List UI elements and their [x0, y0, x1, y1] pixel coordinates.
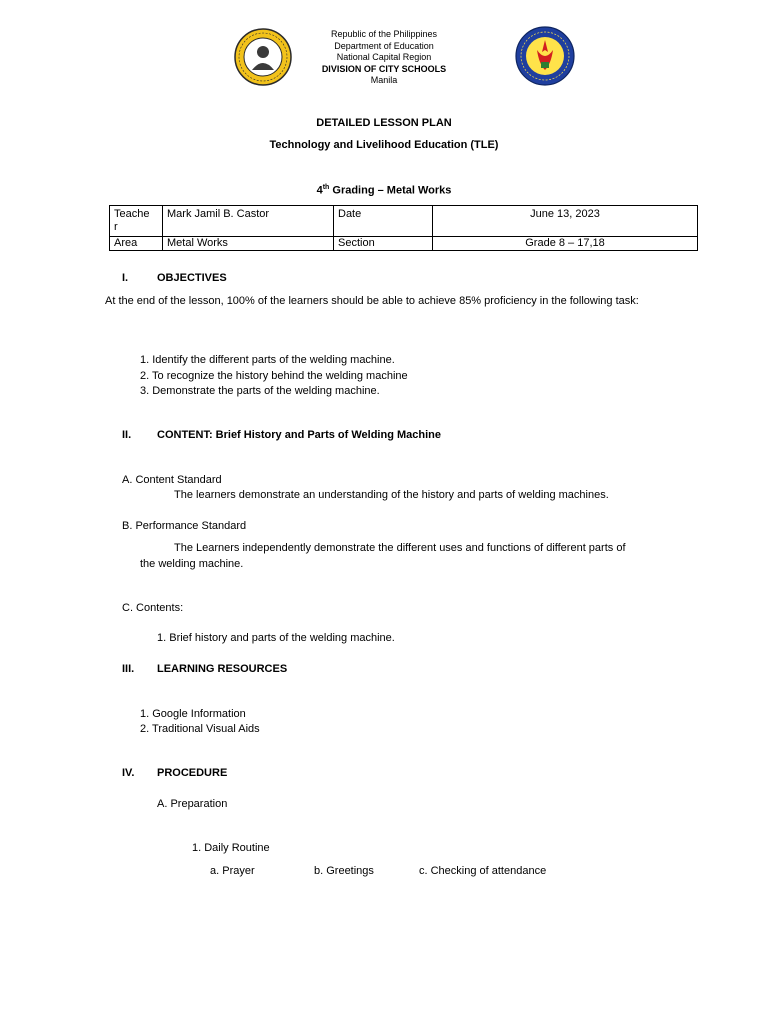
objectives-number: I. [122, 272, 129, 284]
letterhead-republic: Republic of the Philippines [330, 29, 438, 39]
letterhead-division: DIVISION OF CITY SCHOOLS [321, 63, 447, 74]
list-item: 1. Identify the different parts of the welding machine. [140, 354, 395, 366]
area-label: Area [110, 237, 163, 251]
contents-label: C. Contents: [122, 602, 184, 614]
list-item: 1. Google Information [140, 708, 246, 720]
performance-standard-text-1: The Learners independently demonstrate the different uses and functions of different parts of [174, 542, 626, 554]
lesson-info-table [109, 205, 698, 251]
routine-prayer: a. Prayer [210, 865, 255, 877]
daily-routine-label: 1. Daily Routine [192, 842, 270, 854]
date-value: June 13, 2023 [433, 206, 698, 237]
letterhead-city: Manila [370, 75, 398, 85]
table-row [110, 206, 698, 237]
performance-standard-label: B. Performance Standard [122, 520, 247, 532]
content-heading: CONTENT: Brief History and Parts of Welding Machine [157, 429, 441, 441]
letterhead [234, 29, 534, 87]
resources-heading: LEARNING RESOURCES [157, 663, 288, 675]
grading-number: 4 [316, 184, 323, 197]
performance-standard-text-2: the welding machine. [140, 558, 244, 570]
date-label: Date [334, 206, 433, 237]
procedure-number: IV. [122, 767, 135, 779]
grading-title [0, 184, 768, 197]
resources-number: III. [122, 663, 135, 675]
area-value: Metal Works [163, 237, 334, 251]
section-label: Section [334, 237, 433, 251]
teacher-value: Mark Jamil B. Castor [163, 206, 334, 237]
grading-suffix: th [322, 184, 330, 191]
content-number: II. [122, 429, 132, 441]
content-standard-label: A. Content Standard [122, 474, 222, 486]
objectives-heading: OBJECTIVES [157, 272, 227, 284]
routine-greetings: b. Greetings [314, 865, 374, 877]
letterhead-region: National Capital Region [336, 52, 432, 62]
procedure-heading: PROCEDURE [157, 767, 228, 779]
document-title: DETAILED LESSON PLAN [316, 117, 452, 129]
grading-text: Grading – Metal Works [329, 184, 452, 197]
list-item: 1. Brief history and parts of the welding machine. [157, 632, 395, 644]
routine-attendance: c. Checking of attendance [419, 865, 547, 877]
section-value: Grade 8 – 17,18 [433, 237, 698, 251]
subject-title: Technology and Livelihood Education (TLE) [269, 139, 499, 151]
list-item: 2. Traditional Visual Aids [140, 723, 260, 735]
list-item: 2. To recognize the history behind the welding machine [140, 370, 408, 382]
teacher-label: Teache r [110, 206, 163, 237]
content-standard-text: The learners demonstrate an understanding of the history and parts of welding machines. [174, 489, 609, 501]
objectives-intro: At the end of the lesson, 100% of the learners should be able to achieve 85% proficiency in the following task: [105, 295, 639, 307]
table-row [110, 237, 698, 251]
list-item: 3. Demonstrate the parts of the welding machine. [140, 385, 380, 397]
letterhead-deped: Department of Education [334, 40, 434, 51]
preparation-label: A. Preparation [157, 798, 228, 810]
